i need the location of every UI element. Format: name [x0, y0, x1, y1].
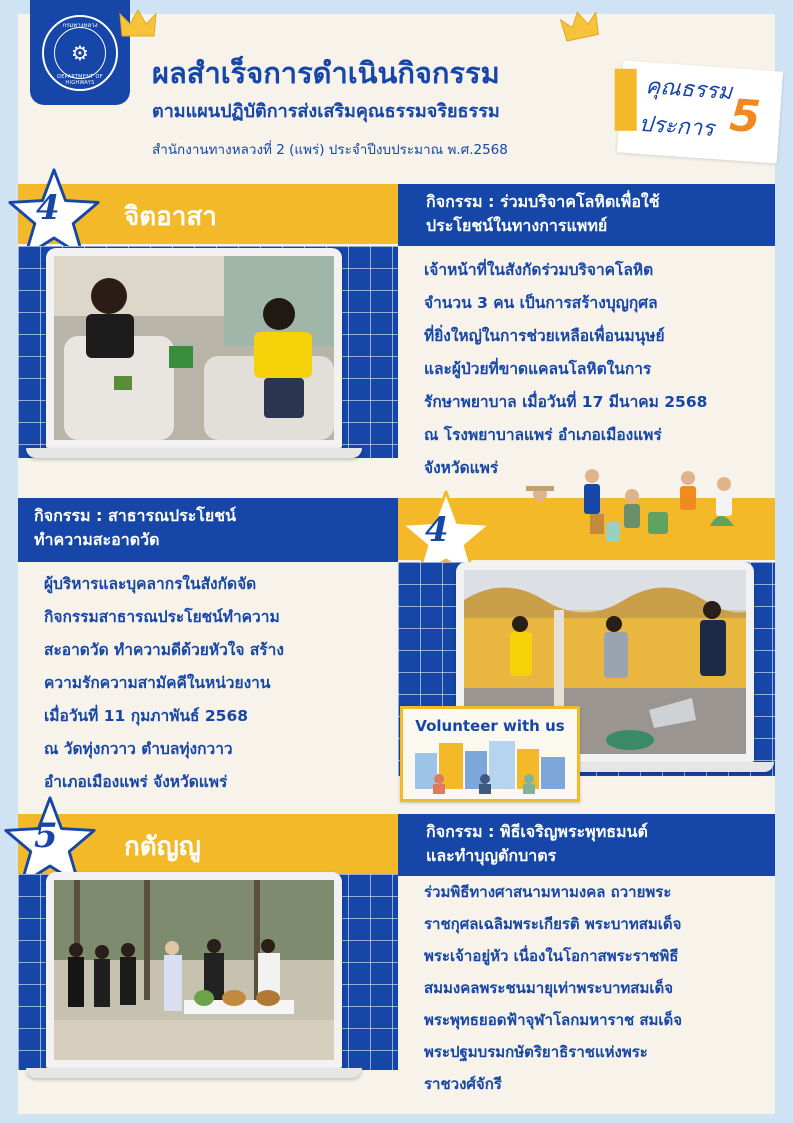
section2-line: เมื่อวันที่ 11 กุมภาพันธ์ 2568 — [44, 707, 249, 725]
section1-line: ที่ยิ่งใหญ่ในการช่วยเหลือเพื่อนมนุษย์ — [424, 327, 665, 345]
section2-line: อำเภอเมืองแพร่ จังหวัดแพร่ — [44, 773, 228, 791]
section2-activity-title-line: ทำความสะอาดวัด — [34, 530, 160, 549]
section3-line: สมมงคลพระชนมายุเท่าพระบาทสมเด็จ — [424, 979, 673, 997]
section1-laptop-frame — [46, 248, 342, 448]
section1-line: จำนวน 3 คน เป็นการสร้างบุญกุศล — [424, 294, 658, 312]
section1-number: 4 — [36, 188, 60, 228]
logo-top-text: กรมทางหลวง — [62, 21, 98, 29]
section3-laptop-base — [26, 1068, 362, 1078]
section3-virtue-label: กตัญญู — [124, 832, 201, 862]
section3-number: 5 — [34, 816, 58, 856]
section3-laptop-frame — [46, 872, 342, 1068]
merit-ceremony-photo — [54, 880, 334, 1060]
section3-line: พระปฐมบรมกษัตริยาธิราชแห่งพระ — [424, 1043, 648, 1061]
section3-line: พระเจ้าอยู่หัว เนื่องในโอกาสพระราชพิธี — [424, 947, 679, 965]
volunteer-sticker-text: Volunteer with us — [415, 717, 565, 735]
volunteer-illustration-icon — [520, 456, 750, 550]
section2-line: ผู้บริหารและบุคลากรในสังกัดจัด — [44, 575, 257, 593]
section3-line: พระพุทธยอดฟ้าจุฬาโลกมหาราช สมเด็จ — [424, 1011, 683, 1029]
city-volunteers-icon — [409, 739, 573, 797]
section2-line: กิจกรรมสาธารณประโยชน์ทำความ — [44, 608, 280, 626]
section3-activity-title-line: และทำบุญตักบาตร — [426, 846, 557, 865]
section1-line: เจ้าหน้าที่ในสังกัดร่วมบริจาคโลหิต — [424, 261, 654, 279]
section3-line: ราชกุศลเฉลิมพระเกียรติ พระบาทสมเด็จ — [424, 915, 682, 933]
section3-description — [424, 876, 682, 1100]
section2-activity-title-line: กิจกรรม : สาธารณประโยชน์ — [34, 506, 237, 525]
section3-activity-title-line: กิจกรรม : พิธีเจริญพระพุทธมนต์ — [426, 822, 648, 841]
section1-activity-title-line: กิจกรรม : ร่วมบริจาคโลหิตเพื่อใช้ — [426, 192, 660, 211]
logo-bottom-text: DEPARTMENT OF HIGHWAYS — [57, 73, 103, 86]
virtue-card-number: 5 — [728, 90, 763, 144]
logo-emblem-icon: ⚙ — [54, 27, 106, 79]
section2-line: สะอาดวัด ทำความดีด้วยหัวใจ สร้าง — [44, 641, 284, 659]
volunteer-sticker — [400, 706, 580, 802]
section1-description — [424, 254, 707, 485]
section3-line: ร่วมพิธีทางศาสนามหามงคล ถวายพระ — [424, 883, 672, 901]
section2-activity-title — [34, 504, 236, 552]
section2-number: 4 — [425, 510, 449, 550]
virtue-card-line1: คุณธรรม — [644, 74, 734, 106]
section2-line: ณ วัดทุ่งกวาว ตำบลทุ่งกวาว — [44, 740, 233, 758]
section2-line: ความรักความสามัคคีในหน่วยงาน — [44, 674, 271, 692]
office-line: สำนักงานทางหลวงที่ 2 (แพร่) ประจำปีงบประมาณ พ.ศ.2568 — [152, 142, 508, 158]
section1-activity-title — [426, 190, 660, 238]
page-title: ผลสำเร็จการดำเนินกิจกรรม — [152, 56, 500, 90]
section1-line: และผู้ป่วยที่ขาดแคลนโลหิตในการ — [424, 360, 652, 378]
page-subtitle: ตามแผนปฏิบัติการส่งเสริมคุณธรรมจริยธรรม — [152, 101, 500, 122]
virtue-count-card — [617, 61, 783, 164]
department-logo — [30, 0, 130, 105]
section1-laptop-base — [26, 448, 362, 458]
blood-donation-photo — [54, 256, 334, 440]
crown-icon — [118, 6, 158, 40]
section1-line: รักษาพยาบาล เมื่อวันที่ 17 มีนาคม 2568 — [424, 393, 708, 411]
section1-line: ณ โรงพยาบาลแพร่ อำเภอเมืองแพร่ — [424, 426, 662, 444]
section1-line: จังหวัดแพร่ — [424, 459, 499, 477]
section2-description — [44, 568, 284, 799]
section3-line: ราชวงศ์จักรี — [424, 1075, 502, 1093]
section3-activity-title — [426, 820, 648, 868]
section1-activity-title-line: ประโยชน์ในทางการแพทย์ — [426, 216, 608, 235]
tape-decoration — [615, 69, 637, 131]
section1-virtue-label: จิตอาสา — [124, 202, 217, 232]
virtue-card-line2: ประการ — [638, 111, 715, 142]
logo-seal — [42, 15, 118, 91]
